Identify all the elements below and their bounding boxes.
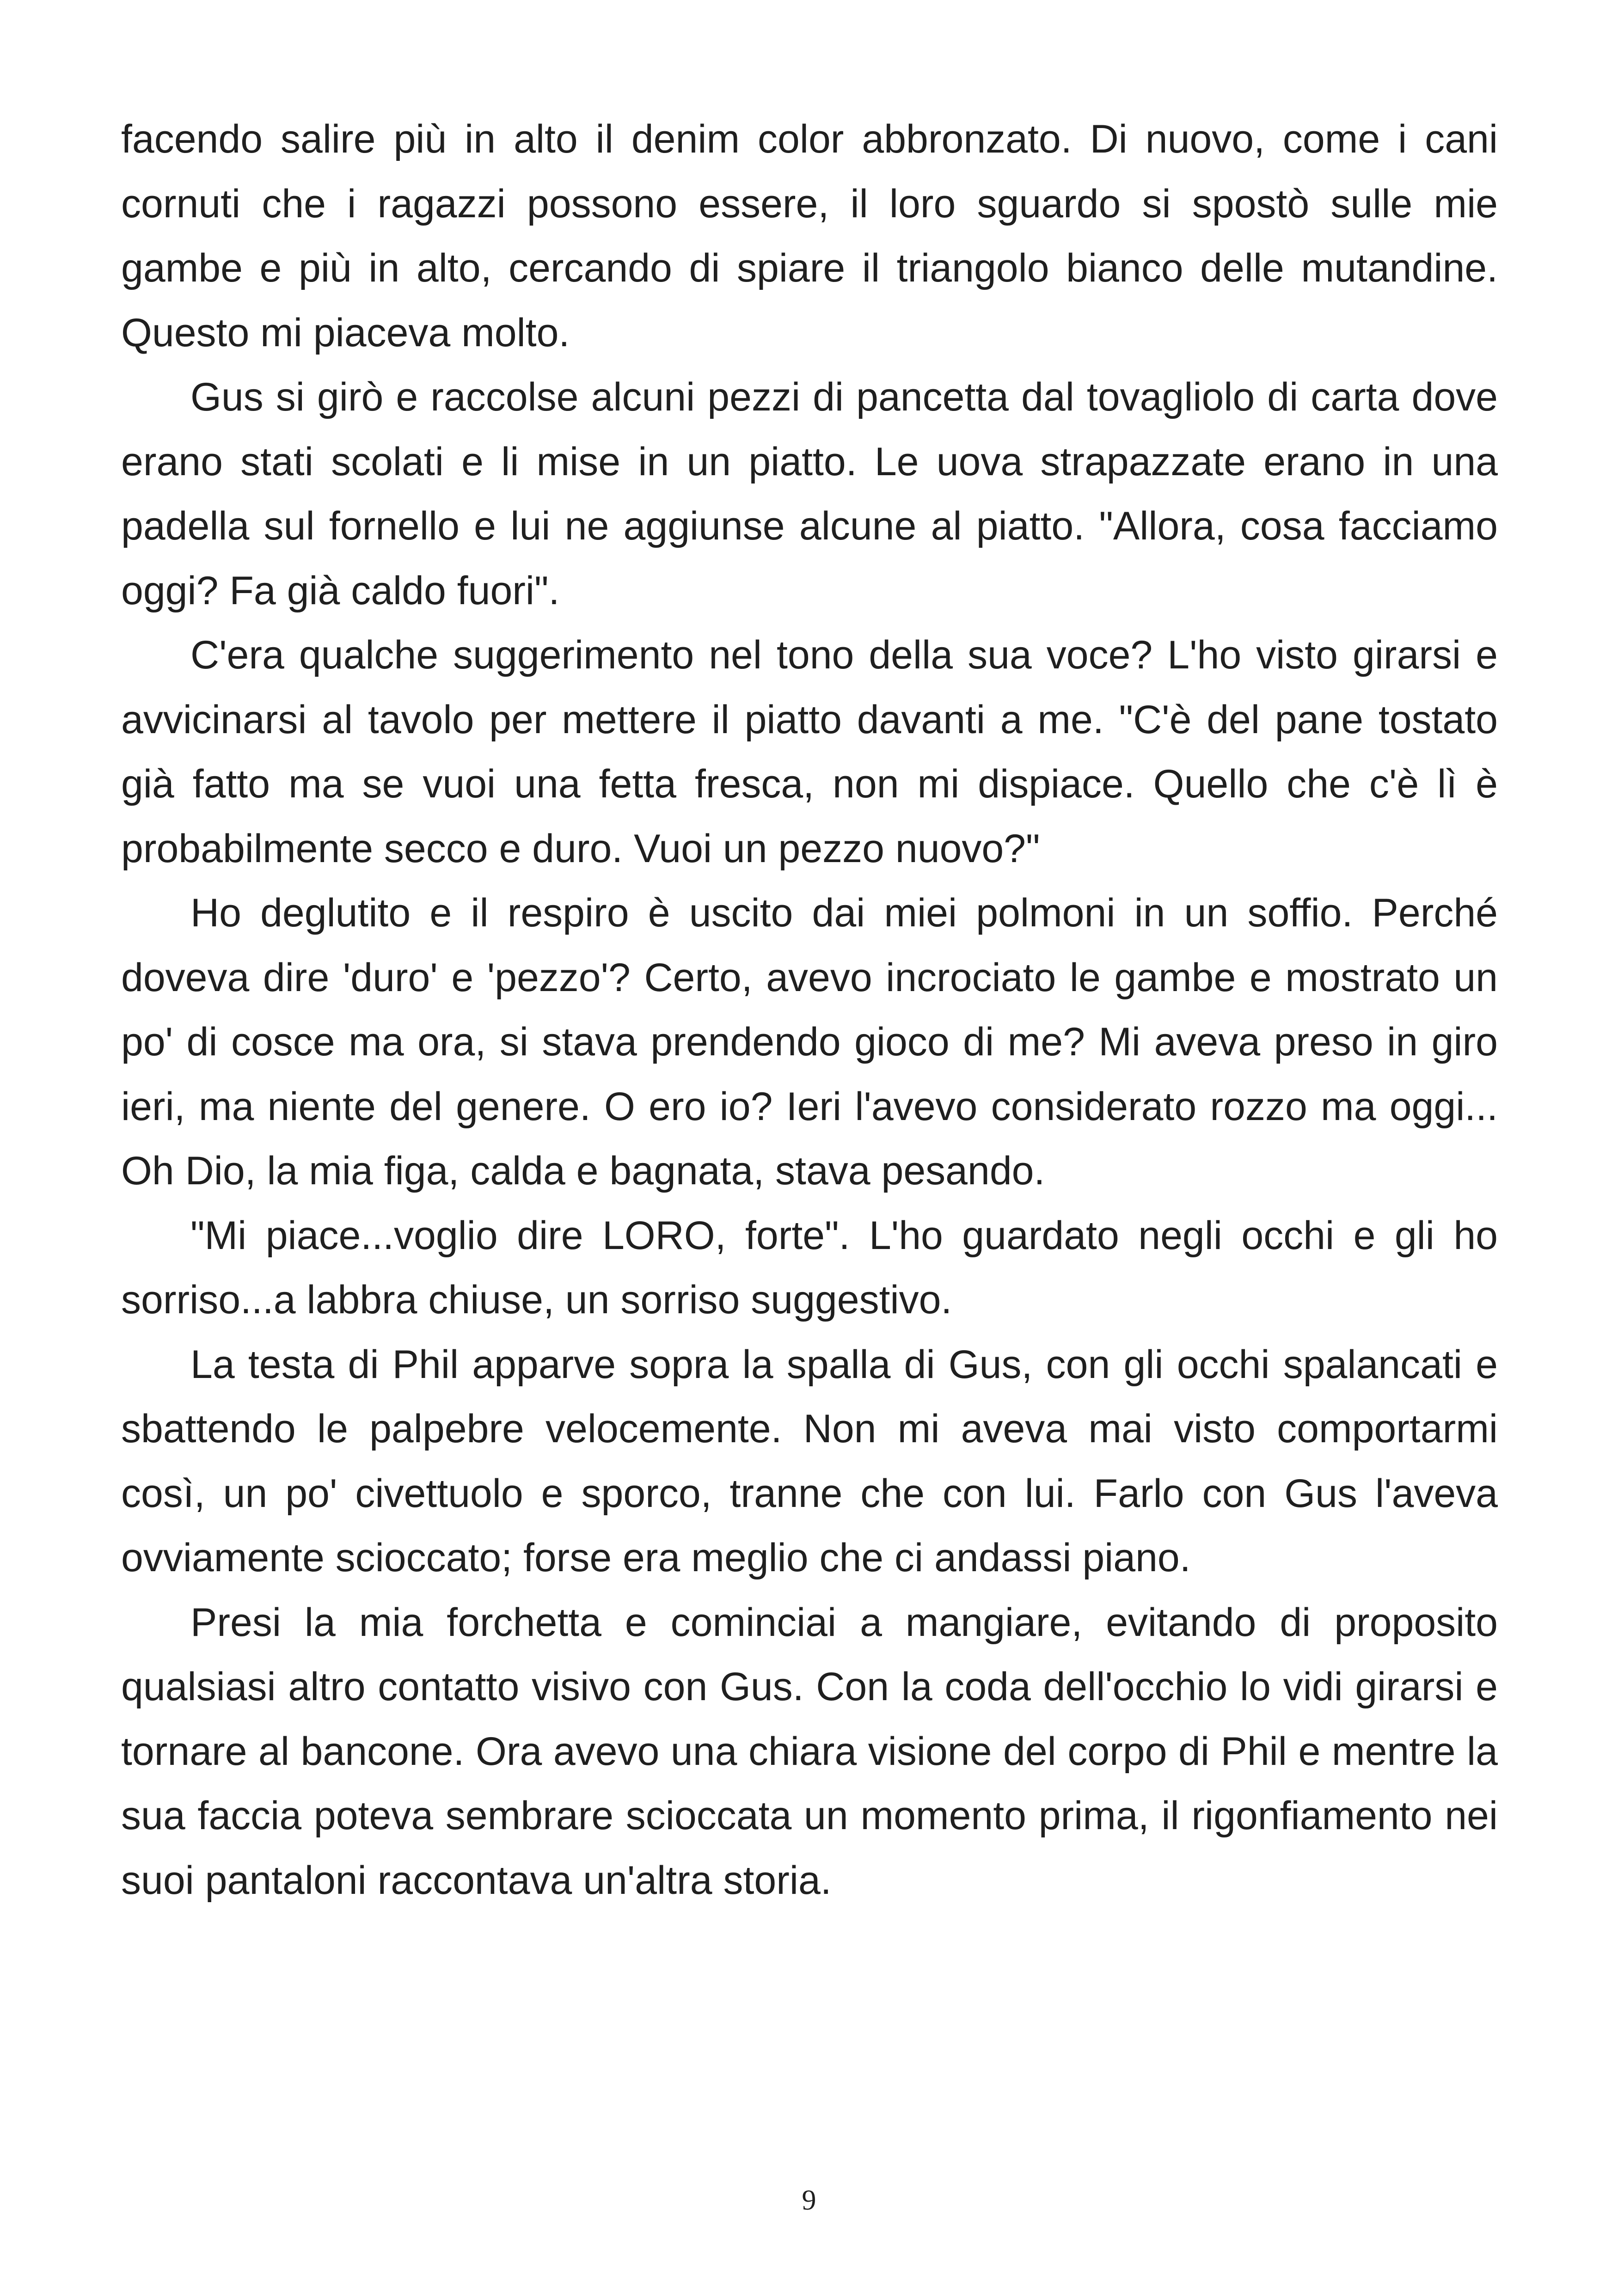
paragraph-3: C'era qualche suggerimento nel tono della sua voce? L'ho visto girarsi e avvicinarsi al tavolo per mettere il piatto davanti a me. "C'è del pane tostato già fatto ma se vuoi una fetta fresca, non mi dispiace. Quello che c'è lì è probabilmente secco e duro. Vuoi un pezzo nuovo?"	[121, 633, 1498, 871]
paragraph-7: Presi la mia forchetta e cominciai a mangiare, evitando di proposito qualsiasi altro contatto visivo con Gus. Con la coda dell'occhio lo vidi girarsi e tornare al bancone. Ora avevo una chiara visione del corpo di Phil e mentre la sua faccia poteva sembrare scioccata un momento prima, il rigonfiamento nei suoi pantaloni raccontava un'altra storia.	[121, 1600, 1498, 1903]
paragraph-5: "Mi piace...voglio dire LORO, forte". L'ho guardato negli occhi e gli ho sorriso...a labbra chiuse, un sorriso suggestivo.	[121, 1213, 1498, 1322]
paragraph-2: Gus si girò e raccolse alcuni pezzi di pancetta dal tovagliolo di carta dove erano stati scolati e li mise in un piatto. Le uova strapazzate erano in una padella sul fornello e lui ne aggiunse alcune al piatto. "Allora, cosa facciamo oggi? Fa già caldo fuori".	[121, 375, 1498, 613]
paragraph-6: La testa di Phil apparve sopra la spalla di Gus, con gli occhi spalancati e sbattendo le palpebre velocemente. Non mi aveva mai visto comportarmi così, un po' civettuolo e sporco, tranne che con lui. Farlo con Gus l'aveva ovviamente scioccato; forse era meglio che ci andassi piano.	[121, 1342, 1498, 1580]
paragraph-4: Ho deglutito e il respiro è uscito dai miei polmoni in un soffio. Perché doveva dire 'duro' e 'pezzo'? Certo, avevo incrociato le gambe e mostrato un po' di cosce ma ora, si stava prendendo gioco di me? Mi aveva preso in giro ieri, ma niente del genere. O ero io? Ieri l'avevo considerato rozzo ma oggi... Oh Dio, la mia figa, calda e bagnata, stava pesando.	[121, 891, 1498, 1193]
page-number: 9	[802, 2185, 816, 2216]
body-text	[121, 107, 1498, 1913]
paragraph-1: facendo salire più in alto il denim color abbronzato. Di nuovo, come i cani cornuti che i ragazzi possono essere, il loro sguardo si spostò sulle mie gambe e più in alto, cercando di spiare il triangolo bianco delle mutandine. Questo mi piaceva molto.	[121, 117, 1498, 355]
